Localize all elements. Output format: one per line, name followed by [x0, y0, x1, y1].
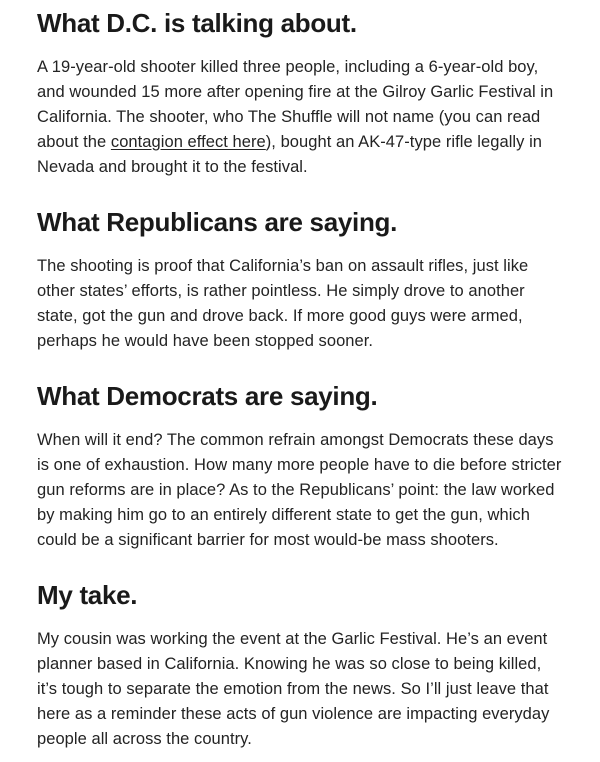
- paragraph-text-before-link: A 19-year-old shooter killed three people, including a 6-year-old boy, and wounded 15 more after opening fire at the Gilroy Garlic Festival in California. The shooter, who The Shuffle will not name (you can read about the: [37, 58, 554, 151]
- section-heading-dc: What D.C. is talking about.: [37, 8, 357, 38]
- contagion-effect-link[interactable]: contagion effect here: [110, 133, 266, 151]
- section-paragraph-republicans: The shooting is proof that California’s ban on assault rifles, just like other states’ efforts, is rather pointless. He simply drove to another state, got the gun and drove back. If more good guys were armed, perhaps he would have been stopped sooner.: [37, 257, 529, 350]
- section-paragraph-dc: [37, 55, 564, 180]
- section-heading-democrats: What Democrats are saying.: [37, 381, 378, 411]
- section-my-take: [37, 579, 564, 752]
- paragraph-text-after-link: ), bought an AK-47-type rifle legally in Nevada and brought it to the festival.: [37, 133, 543, 176]
- section-heading-republicans: What Republicans are saying.: [37, 207, 398, 237]
- section-republicans: [37, 206, 564, 354]
- section-heading-my-take: My take.: [37, 580, 138, 610]
- section-democrats: [37, 380, 564, 553]
- section-paragraph-democrats: When will it end? The common refrain amongst Democrats these days is one of exhaustion. How many more people have to die before stricter gun reforms are in place? As to the Republicans’ point: the law worked by making him go to an entirely different state to get the gun, which could be a significant barrier for most would-be mass shooters.: [37, 431, 562, 549]
- section-dc-talking-about: [37, 7, 564, 180]
- section-paragraph-my-take: My cousin was working the event at the Garlic Festival. He’s an event planner based in California. Knowing he was so close to being killed, it’s tough to separate the emotion from the news. So I’ll just leave that here as a reminder these acts of gun violence are impacting everyday people all across the country.: [37, 630, 550, 748]
